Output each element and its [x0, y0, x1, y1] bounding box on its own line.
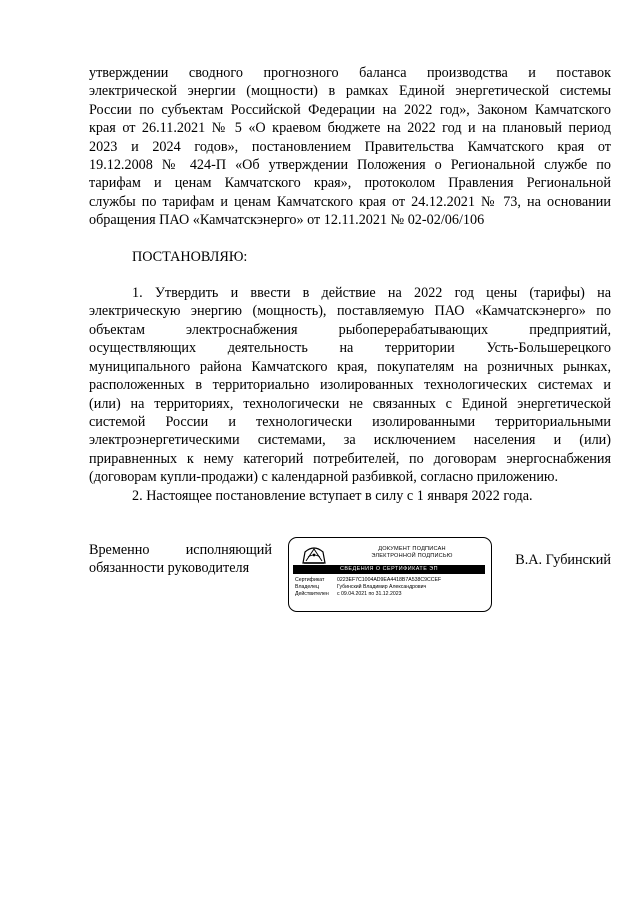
- item-1-line: объектам электроснабжения рыбоперерабатывающих предприятий,: [89, 321, 611, 338]
- item-1-line: системой России и технологически изолированными территориальными: [89, 413, 611, 430]
- signer-name: В.А. Губинский: [515, 552, 611, 568]
- item-1-line: приравненных к нему категорий потребителей, по договорам энергоснабжения: [89, 450, 611, 467]
- item-2-paragraph: 2. Настоящее постановление вступает в силу с 1 января 2022 года.: [132, 487, 533, 504]
- intro-line: тарифам и ценам Камчатского края», протоколом Правления Региональной: [89, 175, 611, 192]
- intro-line: 2023 и 2024 годов», постановлением Правительства Камчатского края от: [89, 138, 611, 155]
- item-1-line: электрическую энергию (мощность), поставляемую ПАО «Камчатскэнерго» по: [89, 303, 611, 320]
- item-1-line: (договорам купли-продажи) с календарной разбивкой, согласно приложению.: [89, 469, 559, 486]
- intro-paragraph: [89, 64, 611, 230]
- intro-line: электрической энергии (мощности) в рамках Единой энергетической системы: [89, 83, 611, 100]
- intro-line: обращения ПАО «Камчатскэнерго» от 12.11.2021 № 02-02/06/106: [89, 212, 485, 229]
- item-1-line: расположенных в территориально изолированных технологических системах и: [89, 377, 611, 394]
- item-1-line: муниципального района Камчатского края, покупателям на розничных рынках,: [89, 358, 611, 375]
- item-1-line: электроэнергетическими системами, за исключением населения и (или): [89, 432, 611, 449]
- item-1-line: осуществляющих деятельность на территории Усть-Большерецкого: [89, 340, 611, 357]
- item-1-line: 1. Утвердить и ввести в действие на 2022 год цены (тарифы) на: [132, 285, 611, 302]
- certificate-key: Сертификат: [295, 577, 325, 583]
- owner-value: Губинский Владимир Александрович: [337, 584, 427, 591]
- owner-key: Владелец: [295, 584, 319, 591]
- electronic-signature-stamp: [288, 537, 492, 612]
- signature-block: [89, 541, 611, 611]
- signer-position-line: обязанности руководителя: [89, 560, 250, 577]
- certificate-info-bar: СВЕДЕНИЯ О СЕРТИФИКАТЕ ЭП: [293, 565, 485, 574]
- intro-line: России по субъектам Российской Федерации на 2022 год», Законом Камчатского: [89, 101, 611, 118]
- stamp-title: [347, 546, 477, 559]
- validity-value: с 09.04.2021 по 31.12.2023: [337, 591, 402, 598]
- signer-position: [89, 541, 272, 578]
- signer-position-line: Временно исполняющий: [89, 542, 272, 558]
- decree-heading: ПОСТАНОВЛЯЮ:: [132, 248, 248, 265]
- item-1-line: (или) на территориях, технологически не связанных с Единой энергетической: [89, 395, 611, 412]
- item-1-paragraph: [89, 284, 611, 486]
- certificate-value: 0223EF7C1004AD9EA4418B7A538C9CCEF: [337, 577, 442, 583]
- validity-key: Действителен: [295, 591, 329, 598]
- intro-line: утверждении сводного прогнозного баланса производства и поставок: [89, 65, 611, 81]
- intro-line: службы по тарифам и ценам Камчатского края от 24.12.2021 № 73, на основании: [89, 193, 611, 210]
- certificate-details: [295, 577, 487, 599]
- stamp-title-line: ЭЛЕКТРОННОЙ ПОДПИСЬЮ: [371, 552, 453, 559]
- stamp-title-line: ДОКУМЕНТ ПОДПИСАН: [378, 546, 446, 552]
- coat-of-arms-icon: [301, 543, 327, 565]
- validity-row: [295, 591, 487, 598]
- document-body: [89, 64, 611, 505]
- intro-line: края от 26.11.2021 № 5 «О краевом бюджете на 2022 год и на плановый период: [89, 120, 611, 137]
- intro-line: 19.12.2008 № 424-П «Об утверждении Положения о Региональной службе по: [89, 157, 611, 174]
